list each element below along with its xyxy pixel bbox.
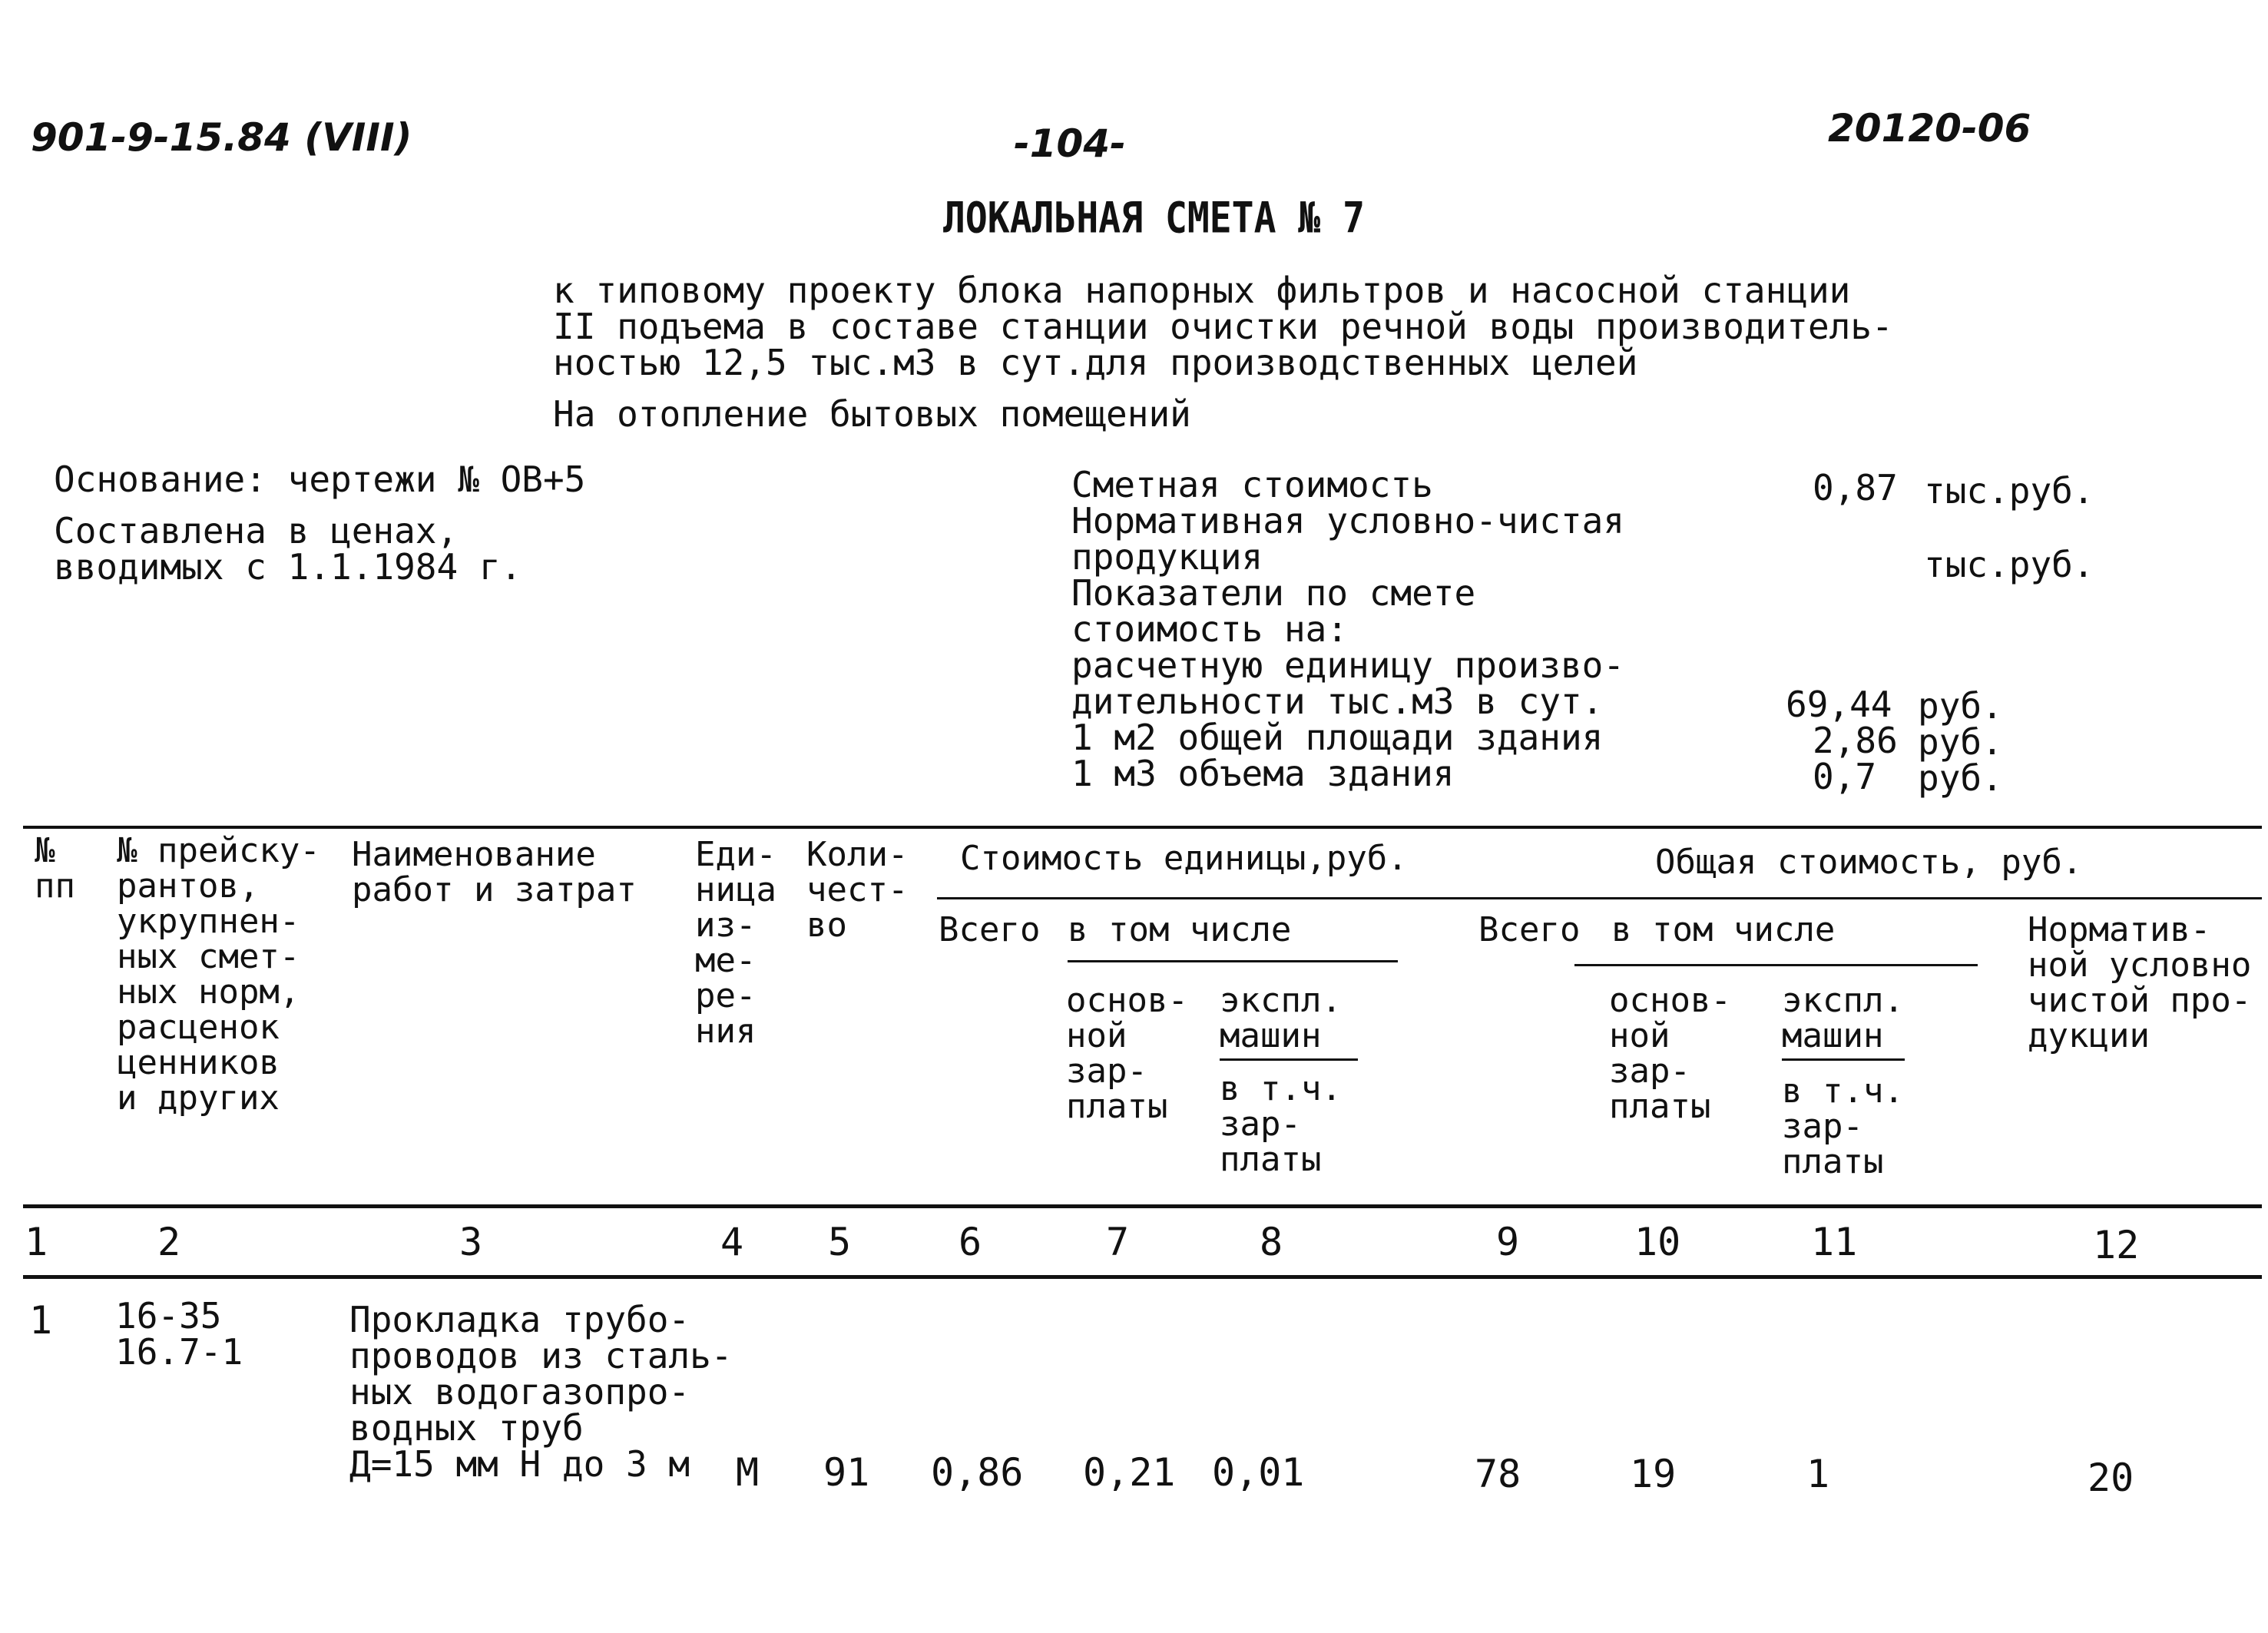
page-number: -104- — [1014, 121, 1126, 166]
header-col-codes — [117, 833, 320, 1116]
column-number: 2 — [157, 1220, 181, 1264]
column-number: 5 — [828, 1220, 852, 1264]
column-number: 1 — [25, 1220, 48, 1264]
header-col-name — [352, 837, 637, 908]
header-text: ных смет- — [117, 937, 300, 976]
column-number: 10 — [1634, 1220, 1681, 1264]
indicators-label: Показатели по смете — [1071, 572, 1476, 614]
table-top-rule — [23, 826, 2262, 829]
header-bottom-rule — [23, 1204, 2262, 1208]
normative-label: Нормативная условно-чистая — [1071, 500, 1625, 542]
header-text: дукции — [2028, 1016, 2150, 1055]
subtitle-line: ностью 12,5 тыс.м3 в сут.для производственных целей — [553, 342, 1638, 383]
header-text: Наименование — [352, 835, 596, 874]
header-text: основ- — [1609, 981, 1731, 1020]
header-col-unit — [695, 837, 776, 1049]
estimate-cost-label: Сметная стоимость — [1071, 464, 1433, 505]
row-unit-machines: 0,01 — [1212, 1450, 1305, 1495]
header-text: зар- — [1609, 1052, 1690, 1091]
row-normative: 20 — [2088, 1456, 2134, 1500]
header-text: зар- — [1066, 1052, 1147, 1091]
row-number: 1 — [29, 1298, 53, 1343]
row-code: 16.7-1 — [115, 1331, 243, 1373]
header-total-including: в том числе — [1611, 910, 1836, 949]
header-text: № прейску- — [117, 831, 320, 870]
header-text: ме- — [695, 941, 757, 980]
row-total-machines: 1 — [1806, 1452, 1830, 1496]
header-text: машин — [1220, 1016, 1322, 1055]
header-text: платы — [1609, 1087, 1711, 1126]
row-name-line: Прокладка трубо- — [349, 1299, 690, 1340]
column-number: 9 — [1496, 1220, 1520, 1264]
unit-label: расчетную единицу произво- — [1071, 644, 1625, 686]
column-number: 6 — [959, 1220, 982, 1264]
row-total-wage: 19 — [1630, 1452, 1677, 1496]
normative-unit: тыс.руб. — [1924, 544, 2094, 585]
normative-label: продукция — [1071, 536, 1263, 578]
inventory-number: 20120-06 — [1828, 106, 2031, 151]
area-unit: руб. — [1918, 721, 2003, 763]
total-subheader-rule — [1574, 964, 1978, 966]
header-unit-total: Всего — [939, 910, 1041, 949]
header-col-number — [35, 833, 75, 904]
header-text: зар- — [1782, 1107, 1863, 1146]
document-code: 901-9-15.84 (VIII) — [31, 115, 412, 160]
header-text: платы — [1220, 1140, 1322, 1179]
prices-block — [54, 510, 522, 588]
volume-unit: руб. — [1918, 757, 2003, 799]
header-text: чест- — [806, 870, 909, 909]
unit-value: 69,44 — [1786, 684, 1892, 725]
row-quantity: 91 — [823, 1450, 870, 1495]
row-code: 16-35 — [115, 1295, 222, 1337]
purpose-line: На отопление бытовых помещений — [553, 393, 1191, 435]
header-text: Еди- — [695, 835, 776, 874]
header-unit-including: в том числе — [1068, 910, 1292, 949]
volume-label: 1 м3 объема здания — [1071, 753, 1455, 794]
subtitle-line: к типовому проекту блока напорных фильтров и насосной станции — [553, 270, 1851, 311]
column-number: 11 — [1811, 1220, 1858, 1264]
row-name-line: водных труб — [349, 1407, 584, 1449]
volume-value: 0,7 — [1813, 756, 1877, 797]
header-text: платы — [1066, 1087, 1168, 1126]
header-text: укрупнен- — [117, 902, 300, 941]
row-unit-wage: 0,21 — [1083, 1450, 1176, 1495]
header-text: рантов, — [117, 866, 260, 906]
total-machines-underline — [1782, 1058, 1905, 1061]
header-text: Норматив- — [2028, 910, 2211, 949]
indicators-label: стоимость на: — [1071, 608, 1349, 650]
header-text: платы — [1782, 1142, 1884, 1181]
header-text: пп — [35, 866, 75, 906]
subtitle-line: II подъема в составе станции очистки речной воды производитель- — [553, 306, 1893, 347]
row-name-line: проводов из сталь- — [349, 1335, 733, 1376]
header-unit-incl-wage — [1220, 1069, 1342, 1179]
column-number: 3 — [459, 1220, 483, 1264]
row-unit: М — [736, 1450, 760, 1495]
header-text: ной — [1066, 1016, 1127, 1055]
header-text: ценников — [117, 1043, 280, 1082]
header-text: ных норм, — [117, 972, 300, 1012]
header-text: основ- — [1066, 981, 1188, 1020]
header-text: зар- — [1220, 1105, 1301, 1144]
row-total: 78 — [1475, 1452, 1521, 1496]
header-text: ной — [1609, 1016, 1670, 1055]
header-total-base-wage — [1609, 983, 1731, 1125]
row-name — [349, 1299, 733, 1485]
header-text: экспл. — [1782, 981, 1904, 1020]
header-text: ница — [695, 870, 776, 909]
header-text: работ и затрат — [352, 870, 637, 909]
header-text: чистой про- — [2028, 981, 2252, 1020]
summary-labels — [1071, 464, 1625, 794]
header-total-incl-wage — [1782, 1074, 1904, 1180]
header-text: во — [806, 906, 847, 945]
header-text: расценок — [117, 1008, 280, 1047]
header-col-quantity — [806, 837, 908, 943]
column-number: 7 — [1106, 1220, 1130, 1264]
unit-machines-underline — [1220, 1058, 1358, 1061]
header-unit-machines — [1220, 983, 1342, 1054]
header-text: машин — [1782, 1016, 1884, 1055]
header-unit-cost: Стоимость единицы,руб. — [960, 839, 1408, 878]
estimate-cost-unit: тыс.руб. — [1924, 470, 2094, 512]
prices-line: вводимых с 1.1.1984 г. — [54, 546, 522, 588]
header-text: ния — [695, 1012, 757, 1051]
document-title: ЛОКАЛЬНАЯ СМЕТА № 7 — [943, 194, 1366, 243]
unit-label: дительности тыс.м3 в сут. — [1071, 681, 1604, 722]
column-number: 8 — [1260, 1220, 1283, 1264]
column-number: 4 — [720, 1220, 744, 1264]
header-text: экспл. — [1220, 981, 1342, 1020]
header-text: в т.ч. — [1220, 1069, 1342, 1108]
header-split-rule — [937, 897, 2262, 899]
unit-subheader-rule — [1068, 960, 1398, 962]
row-name-line: Д=15 мм Н до 3 м — [349, 1443, 690, 1485]
row-name-line: ных водогазопро- — [349, 1371, 690, 1413]
basis-line: Основание: чертежи № ОВ+5 — [54, 459, 586, 500]
header-total-cost: Общая стоимость, руб. — [1655, 843, 2083, 882]
header-normative — [2028, 910, 2252, 1055]
header-text: ной условно — [2028, 946, 2252, 985]
header-total-total: Всего — [1478, 910, 1581, 949]
header-text: из- — [695, 906, 757, 945]
header-text: ре- — [695, 976, 757, 1015]
header-text: в т.ч. — [1782, 1072, 1904, 1111]
row-codes — [115, 1295, 243, 1373]
header-total-machines — [1782, 983, 1904, 1054]
unit-unit: руб. — [1918, 685, 2003, 727]
numbers-bottom-rule — [23, 1275, 2262, 1279]
header-text: и других — [117, 1078, 280, 1118]
header-text: Коли- — [806, 835, 909, 874]
column-number: 12 — [2093, 1223, 2140, 1267]
row-unit-total: 0,86 — [931, 1450, 1024, 1495]
subtitle — [553, 270, 1893, 383]
area-label: 1 м2 общей площади здания — [1071, 717, 1604, 758]
header-unit-base-wage — [1066, 983, 1188, 1125]
header-text: № — [35, 831, 55, 870]
area-value: 2,86 — [1813, 720, 1898, 761]
estimate-cost-value: 0,87 — [1813, 467, 1898, 508]
prices-line: Составлена в ценах, — [54, 510, 459, 552]
